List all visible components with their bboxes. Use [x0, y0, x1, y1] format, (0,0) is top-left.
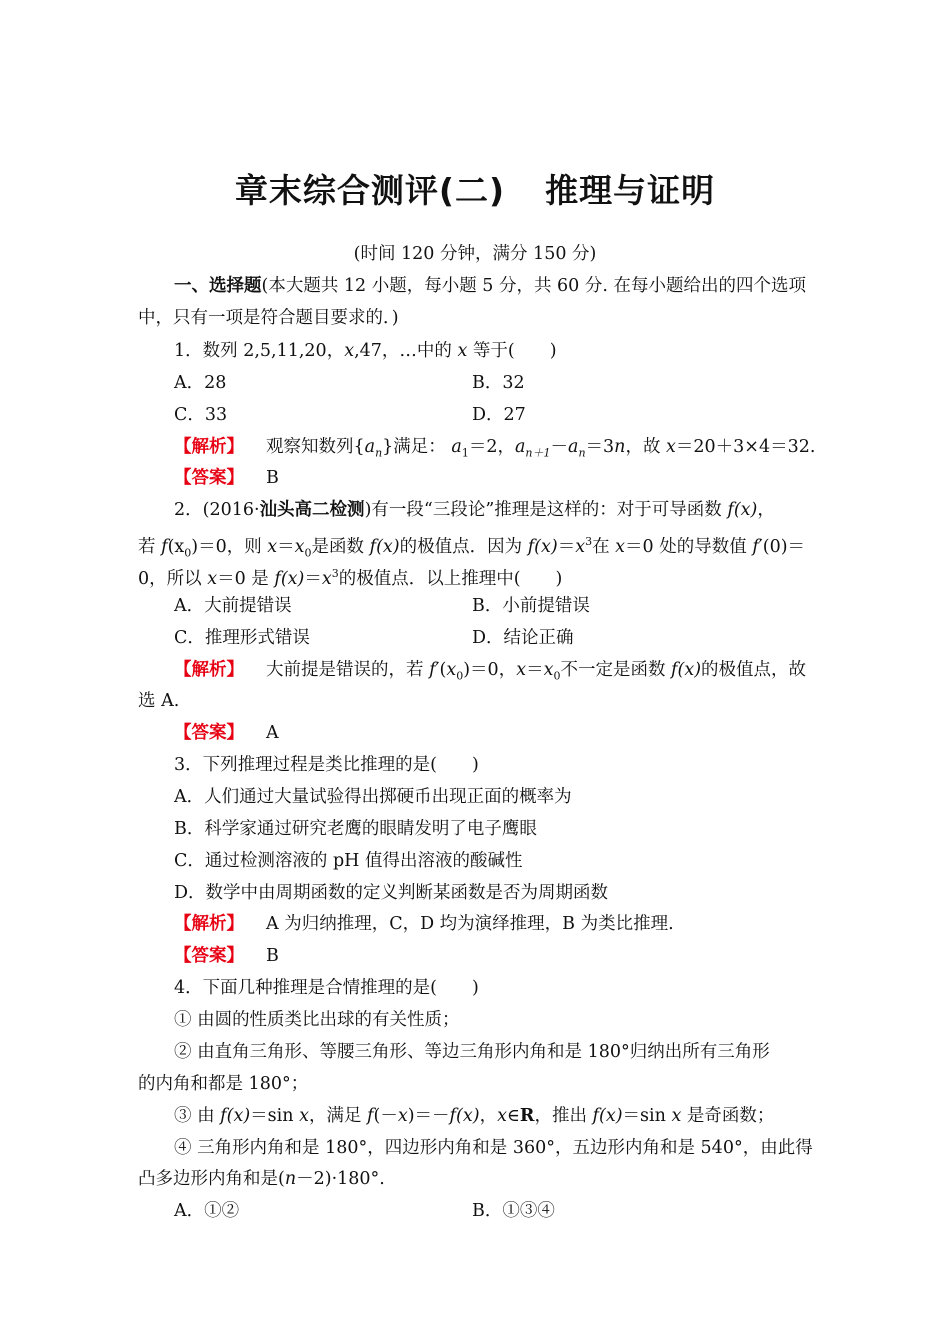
exam-info: (时间 120 分钟，满分 150 分) [353, 244, 597, 264]
answer-tag: 【答案】 [174, 946, 244, 966]
q1-analysis: 【解析】 观察知数列$\{a_n\}$满足： $a_1=2$，$a_{n+1}-a_n=3n$，故 x＝20＋3×4＝32. [174, 437, 816, 460]
q2-source: 汕头高二检测 [259, 500, 365, 520]
q3-option-d: D．数学中由周期函数的定义判断某函数是否为周期函数 [174, 883, 609, 903]
title-part-1: 章末综合测评(二) [234, 171, 506, 210]
q1-answer: 【答案】 B [174, 468, 279, 488]
q4-option-b: B．①③④ [472, 1201, 555, 1221]
q4-stem: 4．下面几种推理是合情推理的是( ) [174, 978, 479, 998]
analysis-tag: 【解析】 [174, 437, 244, 457]
answer-tag: 【答案】 [174, 468, 244, 488]
q4-item-1: ① 由圆的性质类比出球的有关性质； [174, 1010, 460, 1030]
q4-item-3: ③ 由 f(x)＝sin x，满足 f(－x)＝－f(x)，x∈R，推出 f(x)＝sin x 是奇函数； [174, 1106, 775, 1126]
q3-option-b: B．科学家通过研究老鹰的眼睛发明了电子鹰眼 [174, 819, 537, 839]
section-heading: 一、选择题 [174, 276, 262, 296]
section-heading-line [174, 275, 806, 297]
q1-stem: 1．数列 2,5,11,20，x,47，…中的 x 等于( ) [174, 341, 557, 361]
section-desc-2: 中，只有一项是符合题目要求的．) [138, 308, 399, 328]
q1-option-a: A．28 [174, 373, 227, 393]
q2-option-c: C．推理形式错误 [174, 628, 310, 648]
q2-option-d: D．结论正确 [472, 628, 574, 648]
q1-option-b: B．32 [472, 373, 525, 393]
analysis-tag: 【解析】 [174, 914, 244, 934]
page-title [0, 165, 950, 212]
title-part-2: 推理与证明 [545, 171, 716, 210]
q4-item-2-line-1: ② 由直角三角形、等腰三角形、等边三角形内角和是 180°归纳出所有三角形 [174, 1042, 770, 1062]
q3-option-c: C．通过检测溶液的 pH 值得出溶液的酸碱性 [174, 851, 523, 871]
q3-stem: 3．下列推理过程是类比推理的是( ) [174, 755, 479, 775]
q4-option-a: A．①② [174, 1201, 240, 1221]
section-desc-1: (本大题共 12 小题，每小题 5 分，共 60 分. 在每小题给出的四个选项 [261, 276, 806, 296]
answer-tag: 【答案】 [174, 723, 244, 743]
q2-analysis-cont: 选 A. [138, 691, 180, 711]
q1-option-d: D．27 [472, 405, 526, 425]
q2-option-b: B．小前提错误 [472, 596, 590, 616]
q2-answer: 【答案】 A [174, 723, 279, 743]
q4-item-2-line-2: 的内角和都是 180°； [138, 1074, 309, 1094]
q3-answer: 【答案】 B [174, 946, 279, 966]
q2-analysis: 【解析】 大前提是错误的，若 $f'(x_0)=0$，$x=x_0$不一定是函数 f(x)的极值点，故 [174, 660, 807, 683]
analysis-tag: 【解析】 [174, 660, 244, 680]
q4-item-4-line-2: 凸多边形内角和是(n－2)·180°. [138, 1169, 385, 1189]
q1-option-c: C．33 [174, 405, 228, 425]
q3-option-a: A．人们通过大量试验得出掷硬币出现正面的概率为 [174, 787, 572, 807]
q2-option-a: A．大前提错误 [174, 596, 292, 616]
q2-stem-line-2: 若 $f(x_0)=0$，则 $x=x_0$是函数 f(x)的极值点．因为 $f(x)=x^3$在 x＝0 处的导数值 f′(0)＝ [138, 535, 806, 560]
q2-stem-line-3: 0，所以 x＝0 是 $f(x)=x^3$的极值点．以上推理中( ) [138, 567, 563, 589]
q3-analysis: 【解析】 A 为归纳推理，C，D 均为演绎推理，B 为类比推理. [174, 914, 674, 934]
q2-stem-line-1: 2．(2016·汕头高二检测)有一段“三段论”推理是这样的：对于可导函数 f(x)， [174, 500, 775, 520]
q4-item-4-line-1: ④ 三角形内角和是 180°，四边形内角和是 360°，五边形内角和是 540°，由此得 [174, 1138, 813, 1158]
